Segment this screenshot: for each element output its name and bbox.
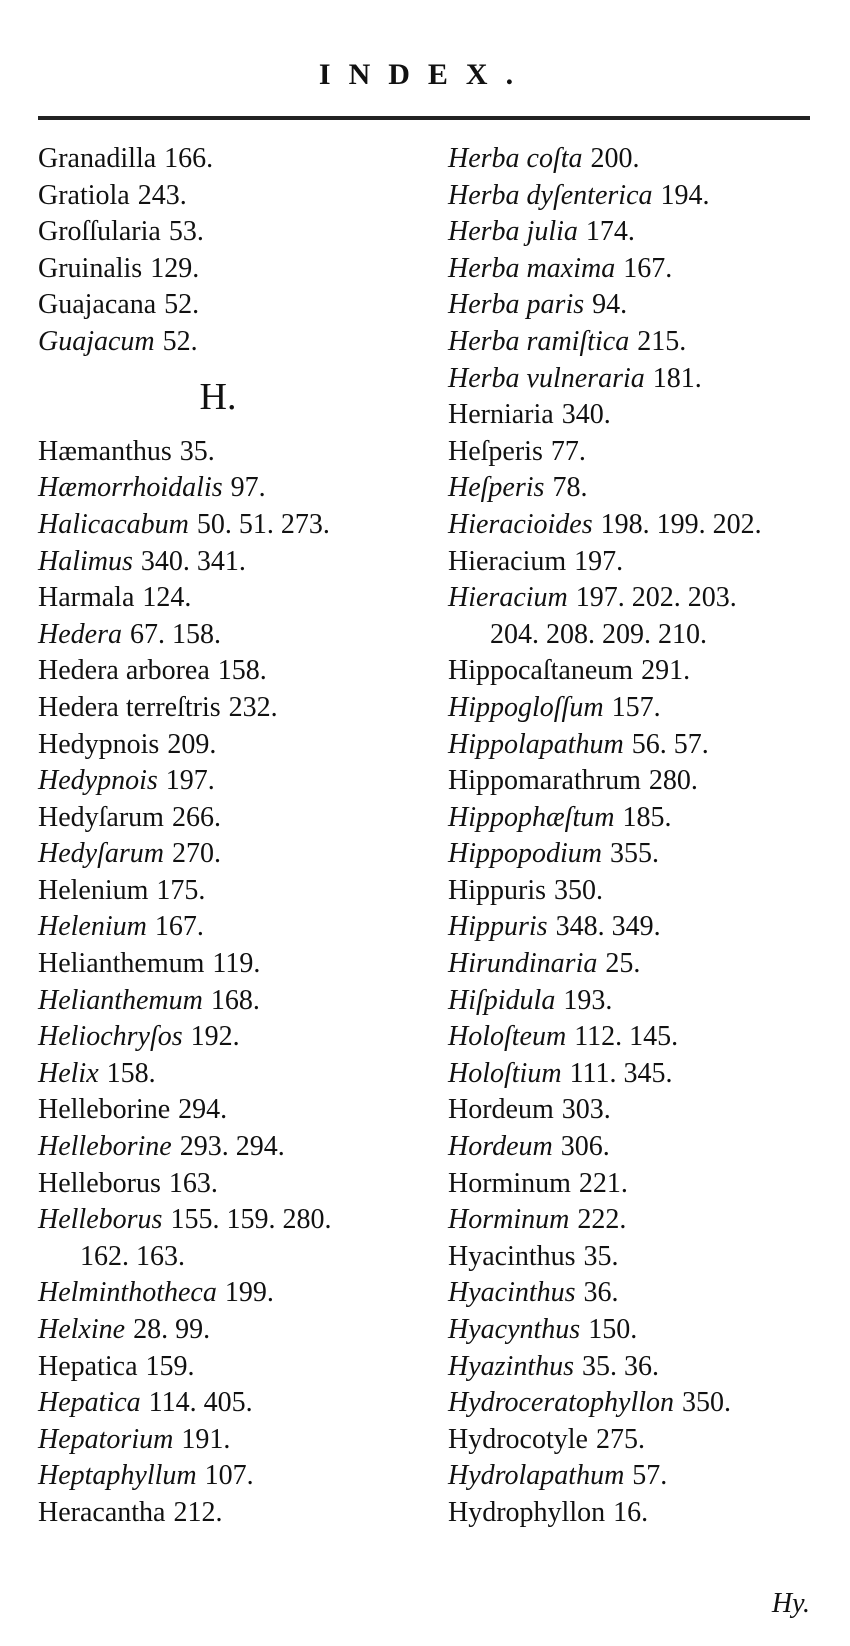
entry-term: Hieracium: [448, 582, 568, 614]
entry-term: Guajacum: [38, 325, 155, 357]
entry-term: Holoſteum: [448, 1021, 567, 1053]
index-entry: [448, 287, 838, 324]
section-letter: H.: [199, 375, 237, 418]
entry-page-refs: 57.: [632, 1460, 668, 1492]
entry-page-refs: 119.: [212, 948, 261, 980]
index-entry: [448, 324, 838, 361]
entry-term: Hippophæſtum: [448, 801, 615, 833]
entry-page-refs: 166.: [164, 143, 214, 174]
index-entry: [38, 580, 418, 617]
entry-page-refs: 158.: [106, 1057, 156, 1089]
entry-term: Hydrocotyle: [448, 1423, 588, 1455]
entry-term: Herba vulneraria: [448, 362, 645, 394]
entry-page-refs: 266.: [171, 801, 221, 833]
entry-term: Hydrophyllon: [448, 1496, 606, 1528]
index-entry: [38, 1349, 418, 1386]
index-entry: [448, 653, 838, 690]
entry-page-refs: 174.: [585, 216, 635, 248]
index-entry: [448, 1129, 838, 1166]
entry-term: Helxine: [38, 1314, 126, 1345]
entry-term: Hordeum: [448, 1131, 553, 1163]
entry-term: Heptaphyllum: [38, 1460, 197, 1492]
index-entry: [448, 1458, 838, 1495]
entry-page-refs: 181.: [652, 362, 702, 394]
entry-page-refs: 350.: [682, 1387, 732, 1419]
entry-term: Heſperis: [448, 472, 545, 504]
entry-page-refs: 168.: [210, 984, 260, 1016]
entry-term: Helianthemum: [38, 948, 205, 980]
index-entry: [38, 909, 418, 946]
entry-term: Gruinalis: [38, 252, 143, 284]
entry-page-refs: 50. 51. 273.: [196, 508, 330, 540]
index-entry: [448, 214, 838, 251]
entry-term: Hedyſarum: [38, 801, 164, 833]
entry-term: Herba ramiſtica: [448, 325, 630, 357]
entry-page-refs: 197. 202. 203.: [575, 582, 737, 614]
entry-term: Herba coſta: [448, 143, 583, 174]
entry-term: Heracantha: [38, 1496, 166, 1528]
index-entry: [38, 251, 418, 288]
index-entry: [38, 178, 418, 215]
index-entry: [38, 1385, 418, 1422]
entry-page-refs: 306.: [560, 1131, 610, 1163]
index-entry: [448, 397, 838, 434]
entry-page-refs: 303.: [561, 1094, 611, 1126]
entry-page-refs: 114. 405.: [148, 1387, 253, 1419]
entry-page-refs: 53.: [168, 216, 204, 248]
entry-page-refs: 199.: [224, 1277, 274, 1309]
entry-term: Hedera: [38, 618, 122, 650]
index-entry: [448, 873, 838, 910]
entry-term: Hieracioides: [448, 508, 593, 540]
index-entry: [448, 1349, 838, 1386]
entry-page-refs: 232.: [228, 691, 278, 723]
index-entry: [448, 1312, 838, 1349]
entry-term: Hepatorium: [38, 1423, 174, 1455]
entry-page-refs: 35.: [179, 435, 215, 467]
entry-term: Hippogloſſum: [448, 691, 604, 723]
catchword: Hy.: [771, 1588, 810, 1619]
entry-page-refs: 155. 159. 280.: [170, 1204, 332, 1236]
entry-term: Hippopodium: [448, 838, 602, 870]
index-entry: [38, 1202, 418, 1239]
entry-page-refs: 67. 158.: [129, 618, 221, 650]
entry-page-refs: 350.: [554, 874, 603, 906]
entry-term: Hippomarathrum: [448, 765, 641, 797]
entry-term: Guajacana: [38, 289, 157, 321]
entry-page-refs: 221.: [578, 1167, 628, 1199]
entry-page-refs: 243.: [137, 179, 187, 211]
entry-page-refs: 215.: [637, 325, 687, 357]
index-entry: [448, 251, 838, 288]
index-entry: [448, 580, 838, 617]
entry-page-refs: 275.: [595, 1423, 645, 1455]
entry-term: Hyacynthus: [448, 1314, 581, 1345]
entry-page-refs: 193.: [563, 984, 613, 1016]
index-entry: [448, 1495, 838, 1532]
entry-page-refs: 348. 349.: [555, 911, 661, 943]
index-entry: [448, 178, 838, 215]
index-entry: [448, 1275, 838, 1312]
index-entry: [38, 1056, 418, 1093]
entry-term: Holoſtium: [448, 1057, 562, 1089]
entry-term: Gratiola: [38, 179, 130, 211]
entry-term: Helminthotheca: [38, 1277, 217, 1309]
index-entry: [448, 544, 838, 581]
index-entry: [38, 1092, 418, 1129]
entry-page-refs: 159.: [145, 1350, 195, 1382]
entry-page-refs: 150.: [588, 1314, 638, 1345]
entry-term: Granadilla: [38, 143, 157, 174]
entry-term: Hieracium: [448, 545, 567, 577]
index-entry: [38, 690, 418, 727]
index-entry: [38, 324, 418, 361]
index-column-left: [38, 141, 418, 1532]
index-entry: [38, 434, 418, 471]
entry-term: Hippuris: [448, 874, 546, 906]
entry-term: Halicacabum: [38, 508, 189, 540]
index-entry: [38, 141, 418, 178]
entry-term: Herba paris: [448, 289, 585, 321]
entry-term: Hedera terreſtris: [38, 691, 221, 723]
entry-term: Harmala: [38, 582, 135, 614]
index-entry: [448, 507, 838, 544]
entry-page-refs: 270.: [171, 838, 221, 870]
index-entry: [448, 470, 838, 507]
entry-term: Hedyſarum: [38, 838, 164, 870]
entry-page-refs: 28. 99.: [133, 1314, 211, 1345]
entry-page-refs: 194.: [660, 179, 710, 211]
entry-page-refs: 197.: [165, 765, 215, 797]
entry-page-refs: 340.: [561, 399, 611, 431]
entry-term: Hyacinthus: [448, 1277, 576, 1309]
index-entry: [38, 653, 418, 690]
entry-term: Helenium: [38, 911, 147, 943]
entry-page-refs: 212.: [173, 1496, 223, 1528]
entry-term: Hyazinthus: [448, 1350, 574, 1382]
entry-page-refs: 200.: [590, 143, 640, 174]
entry-term: Hedypnois: [38, 765, 158, 797]
entry-page-refs: 204. 208. 209. 210.: [490, 618, 707, 650]
index-entry: [448, 1056, 838, 1093]
entry-page-refs: 124.: [142, 582, 192, 614]
index-entry: [38, 1458, 418, 1495]
index-entry: [448, 727, 838, 764]
entry-page-refs: 112. 145.: [574, 1021, 679, 1053]
entry-page-refs: 294.: [178, 1094, 228, 1126]
index-entry: [38, 1166, 418, 1203]
entry-term: Horminum: [448, 1167, 571, 1199]
entry-term: Helleborine: [38, 1094, 171, 1126]
index-entry: [38, 983, 418, 1020]
entry-page-refs: 167.: [154, 911, 204, 943]
entry-term: Helleborus: [38, 1167, 161, 1199]
index-entry: [448, 1422, 838, 1459]
entry-page-refs: 209.: [167, 728, 217, 760]
entry-page-refs: 163.: [168, 1167, 218, 1199]
index-entry: [448, 983, 838, 1020]
entry-page-refs: 52.: [164, 289, 200, 321]
index-entry-continuation: [448, 617, 838, 654]
index-entry: [448, 836, 838, 873]
index-entry: [448, 1019, 838, 1056]
index-entry: [38, 1019, 418, 1056]
entry-term: Horminum: [448, 1204, 570, 1236]
index-entry: [448, 434, 838, 471]
index-entry: [448, 361, 838, 398]
entry-page-refs: 94.: [592, 289, 628, 321]
index-entry: [38, 544, 418, 581]
entry-term: Halimus: [38, 545, 133, 577]
entry-term: Heliochryſos: [38, 1021, 183, 1053]
index-entry: [448, 1239, 838, 1276]
entry-term: Herniaria: [448, 399, 554, 431]
index-entry: [38, 1275, 418, 1312]
index-entry: [448, 946, 838, 983]
entry-page-refs: 198. 199. 202.: [600, 508, 762, 540]
entry-page-refs: 111. 345.: [569, 1057, 673, 1089]
entry-term: Herba julia: [448, 216, 578, 248]
entry-term: Hippolapathum: [448, 728, 624, 760]
index-entry: [38, 1312, 418, 1349]
entry-term: Herba maxima: [448, 252, 616, 284]
index-entry: [38, 873, 418, 910]
entry-term: Hordeum: [448, 1094, 554, 1126]
entry-page-refs: 107.: [204, 1460, 254, 1492]
index-entry: [448, 141, 838, 178]
index-entry: [38, 1129, 418, 1166]
index-entry: [38, 1422, 418, 1459]
index-entry: [448, 763, 838, 800]
entry-page-refs: 291.: [641, 655, 691, 687]
entry-term: Hiſpidula: [448, 984, 556, 1016]
entry-term: Hydroceratophyllon: [448, 1387, 675, 1419]
entry-page-refs: 340. 341.: [140, 545, 246, 577]
index-entry: [448, 1385, 838, 1422]
entry-term: Hippuris: [448, 911, 548, 943]
index-entry: [38, 836, 418, 873]
index-entry: [38, 1495, 418, 1532]
index-entry: [38, 727, 418, 764]
index-entry: [38, 763, 418, 800]
index-entry: [38, 946, 418, 983]
entry-page-refs: 35.: [583, 1240, 619, 1272]
entry-page-refs: 355.: [610, 838, 659, 870]
entry-page-refs: 97.: [230, 472, 266, 504]
entry-page-refs: 16.: [613, 1496, 649, 1528]
entry-page-refs: 78.: [552, 472, 588, 504]
entry-page-refs: 77.: [550, 435, 586, 467]
header-rule: [38, 116, 810, 120]
entry-term: Helix: [38, 1057, 99, 1089]
index-entry: [448, 690, 838, 727]
entry-page-refs: 191.: [181, 1423, 231, 1455]
entry-term: Hydrolapathum: [448, 1460, 625, 1492]
entry-page-refs: 56. 57.: [631, 728, 709, 760]
entry-page-refs: 175.: [156, 874, 206, 906]
entry-term: Groſſularia: [38, 216, 161, 248]
entry-term: Herba dyſenterica: [448, 179, 653, 211]
entry-term: Hedera arborea: [38, 655, 210, 687]
entry-page-refs: 35. 36.: [582, 1350, 659, 1382]
entry-term: Hepatica: [38, 1350, 138, 1382]
entry-page-refs: 293. 294.: [179, 1131, 285, 1163]
index-entry-continuation: [38, 1239, 418, 1276]
entry-page-refs: 162. 163.: [80, 1240, 185, 1272]
entry-term: Hirundinaria: [448, 948, 598, 980]
entry-page-refs: 157.: [611, 691, 661, 723]
index-entry: [38, 617, 418, 654]
entry-term: Helleborine: [38, 1131, 172, 1163]
entry-term: Hæmorrhoidalis: [38, 472, 223, 504]
entry-page-refs: 52.: [162, 325, 198, 357]
entry-term: Heſperis: [448, 435, 543, 467]
entry-term: Helleborus: [38, 1204, 163, 1236]
index-entry: [38, 214, 418, 251]
index-column-right: [448, 141, 838, 1532]
entry-term: Hæmanthus: [38, 435, 172, 467]
index-entry: [448, 800, 838, 837]
index-entry: [38, 287, 418, 324]
index-entry: [38, 470, 418, 507]
entry-page-refs: 167.: [623, 252, 673, 284]
entry-term: Hepatica: [38, 1387, 141, 1419]
entry-term: Hyacinthus: [448, 1240, 576, 1272]
entry-term: Hippocaſtaneum: [448, 655, 634, 687]
index-entry: [448, 909, 838, 946]
entry-page-refs: 36.: [583, 1277, 619, 1309]
entry-page-refs: 222.: [577, 1204, 627, 1236]
entry-page-refs: 192.: [190, 1021, 240, 1053]
index-entry: [38, 800, 418, 837]
entry-page-refs: 129.: [150, 252, 200, 284]
index-entry: [448, 1092, 838, 1129]
entry-page-refs: 185.: [622, 801, 672, 833]
entry-term: Helenium: [38, 874, 149, 906]
entry-page-refs: 280.: [648, 765, 698, 797]
entry-term: Hedypnois: [38, 728, 160, 760]
entry-page-refs: 197.: [574, 545, 624, 577]
entry-term: Helianthemum: [38, 984, 203, 1016]
entry-page-refs: 158.: [217, 655, 267, 687]
page-title: INDEX.: [318, 58, 532, 91]
index-entry: [38, 507, 418, 544]
index-entry: [448, 1202, 838, 1239]
entry-page-refs: 25.: [605, 948, 641, 980]
index-entry: [448, 1166, 838, 1203]
